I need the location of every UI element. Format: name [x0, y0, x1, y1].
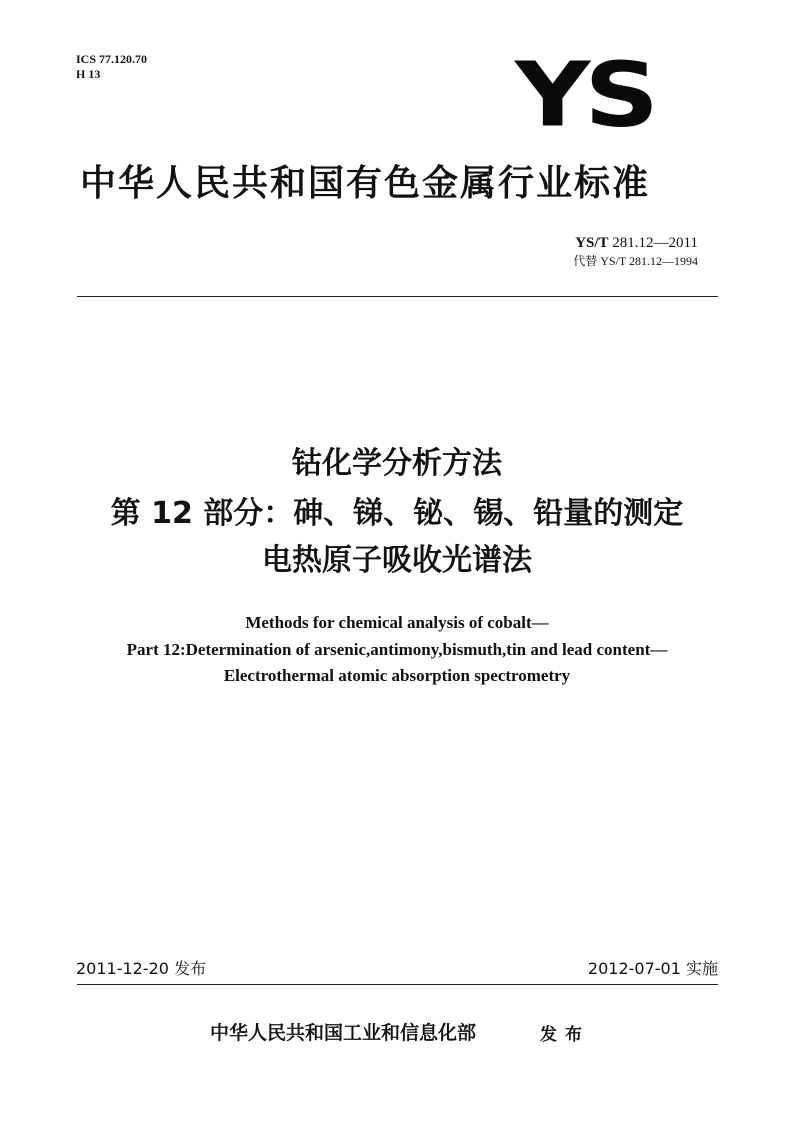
english-title-line-1: Methods for chemical analysis of cobalt—: [245, 613, 549, 632]
chinese-title-line-1: 钴化学分析方法: [292, 446, 502, 481]
ys-logo: YS: [515, 42, 654, 148]
standard-code: 281.12—2011: [612, 235, 698, 251]
issue-date: 2011-12-20 发布: [76, 959, 207, 978]
bottom-divider: [77, 984, 718, 985]
standard-number: [575, 234, 698, 252]
chinese-title-line-3: 电热原子吸收光谱法: [262, 543, 532, 578]
ccs-code: H 13: [76, 67, 101, 81]
standard-replaces: 代替 YS/T 281.12—1994: [573, 254, 698, 268]
organization-title: 中华人民共和国有色金属行业标准: [80, 163, 651, 204]
issue-action: 发布: [540, 1025, 590, 1045]
top-divider: [77, 296, 718, 297]
english-title-line-2: Part 12:Determination of arsenic,antimony,bismuth,tin and lead content—: [126, 640, 668, 659]
ics-code: ICS 77.120.70: [76, 52, 148, 66]
chinese-title-line-2: 第 12 部分：砷、锑、铋、锡、铅量的测定: [110, 496, 684, 531]
english-title-line-3: Electrothermal atomic absorption spectrometry: [223, 666, 571, 685]
issuing-authority: 中华人民共和国工业和信息化部: [210, 1022, 477, 1044]
classification-codes: [76, 52, 147, 82]
implementation-date: 2012-07-01 实施: [587, 959, 718, 978]
standard-prefix: YS/T: [575, 235, 609, 251]
